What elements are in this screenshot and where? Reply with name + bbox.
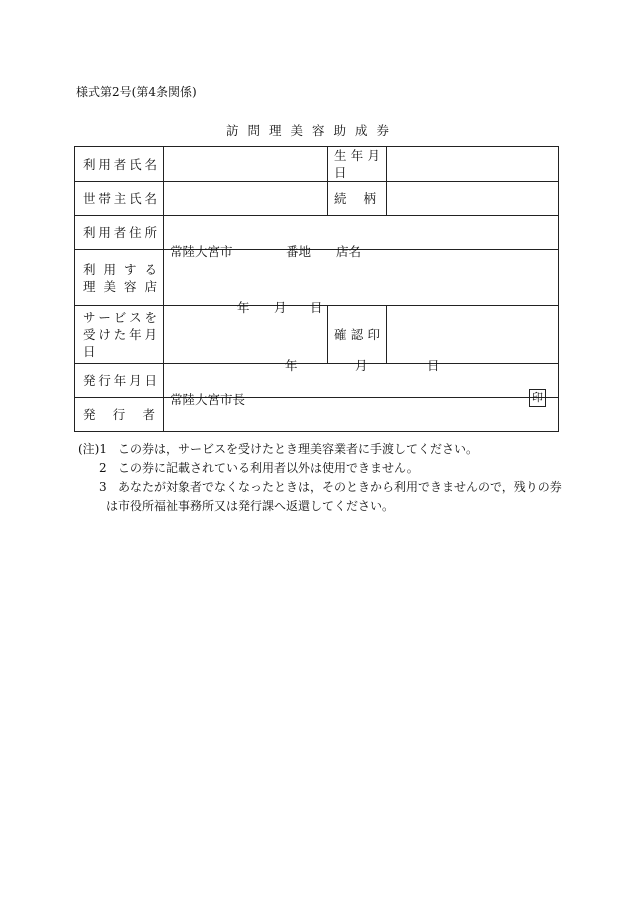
salon-field <box>164 244 559 306</box>
salon-city: 常陸大宮市 <box>170 244 233 259</box>
user-address-label: 利用者住所 <box>75 216 164 250</box>
user-name-label: 利用者氏名 <box>75 147 164 182</box>
household-head-field <box>164 182 328 216</box>
service-date-field <box>164 300 328 364</box>
seal-stamp-icon: 印 <box>529 389 546 407</box>
salon-label <box>75 250 164 306</box>
household-head-label: 世帯主氏名 <box>75 182 164 216</box>
issue-year: 年 <box>285 358 298 373</box>
notes-section <box>78 440 568 516</box>
salon-banchi: 番地 <box>286 244 312 259</box>
salon-label-line2: 理美容店 <box>83 278 157 294</box>
birth-date-label: 生年月日 <box>328 147 387 182</box>
row-service-date <box>75 306 559 364</box>
note-3-continuation <box>78 497 568 516</box>
row-household-head <box>75 182 559 216</box>
salon-store-name: 店名 <box>336 244 362 259</box>
issuer-label: 発行者 <box>75 398 164 432</box>
issue-month: 月 <box>355 358 368 373</box>
service-day: 日 <box>310 300 323 315</box>
note-2 <box>78 459 568 478</box>
salon-label-line1: 利用する <box>83 261 157 277</box>
relationship-label: 続 柄 <box>328 182 387 216</box>
service-date-label <box>75 306 164 364</box>
row-user-address <box>75 216 559 250</box>
service-label-line2: 受けた年月日 <box>83 327 157 359</box>
note-1 <box>78 440 568 459</box>
note-1-text: この券は，サービスを受けたとき理美容業者に手渡してください。 <box>118 442 479 456</box>
service-year: 年 <box>237 300 250 315</box>
relationship-field <box>387 182 559 216</box>
note-3 <box>78 478 568 497</box>
note-prefix: (注)1 <box>78 442 107 456</box>
document-title: 訪問理美容助成券 <box>226 123 399 138</box>
row-user-name <box>75 147 559 182</box>
note-3-text-line2: は市役所福祉事務所又は発行課へ返還してください。 <box>106 499 395 513</box>
service-month: 月 <box>274 300 287 315</box>
voucher-table <box>74 146 559 432</box>
confirm-seal-field <box>387 306 559 364</box>
confirm-seal-label: 確認印 <box>328 306 387 364</box>
note-2-number: 2 <box>99 461 107 475</box>
note-2-text: この券に記載されている利用者以外は使用できません。 <box>118 461 419 475</box>
issue-date-label: 発行年月日 <box>75 364 164 398</box>
row-issuer <box>75 398 559 432</box>
user-name-field <box>164 147 328 182</box>
issue-day: 日 <box>427 358 440 373</box>
note-3-number: 3 <box>99 480 107 494</box>
row-issue-date <box>75 364 559 398</box>
issuer-field <box>164 391 559 432</box>
service-label-line1: サービスを <box>83 310 157 325</box>
form-number: 様式第2号(第4条関係) <box>76 85 197 99</box>
note-3-text-line1: あなたが対象者でなくなったときは，そのときから利用できませんので，残りの券 <box>118 480 562 494</box>
issuer-value: 常陸大宮市長 <box>170 392 246 407</box>
birth-date-field <box>387 147 559 182</box>
